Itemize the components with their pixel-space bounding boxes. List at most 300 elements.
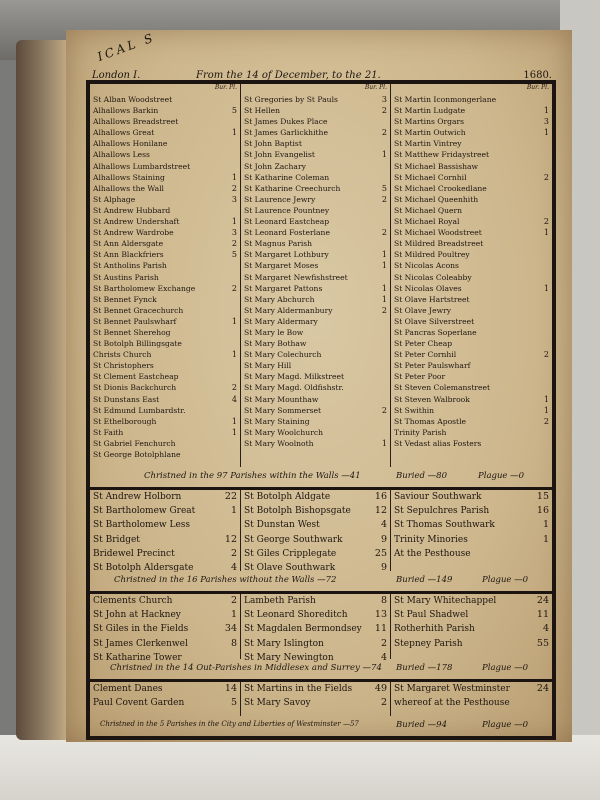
- parish-name: Stepney Parish: [394, 638, 463, 649]
- parish-name: St Laurence Jewry: [244, 194, 316, 204]
- parish-name: St Hellen: [244, 106, 281, 116]
- burial-count: 55: [536, 637, 549, 649]
- parish-name: St Ethelborough: [93, 416, 157, 426]
- table-frame: [86, 80, 556, 740]
- burial-count: 24: [536, 683, 549, 694]
- section-without-walls: [90, 490, 552, 594]
- buried-westminster: Buried —94: [396, 720, 447, 730]
- parish-row: [90, 161, 240, 172]
- parish-row: [241, 371, 390, 382]
- parish-name: St Bennet Fynck: [93, 294, 157, 304]
- parish-name: St Vedast alias Fosters: [394, 438, 482, 448]
- burial-count: 3: [543, 117, 549, 127]
- burial-count: 2: [231, 239, 237, 249]
- parish-row: [391, 696, 552, 710]
- column-header: Bur. Pl.: [364, 84, 387, 91]
- burial-count: 8: [230, 637, 237, 649]
- burial-count: 1: [231, 172, 237, 182]
- burial-count: 2: [543, 350, 549, 360]
- parish-row: [241, 349, 390, 360]
- parish-name: Trinity Parish: [394, 427, 447, 437]
- parish-row: [391, 490, 552, 504]
- parish-name: St Mary Savoy: [244, 698, 311, 709]
- parish-row: [241, 216, 390, 227]
- parish-row: [241, 305, 390, 316]
- parish-row: [391, 205, 552, 216]
- burial-count: 1: [381, 150, 387, 160]
- parish-row: [241, 608, 390, 622]
- parish-row: [90, 205, 240, 216]
- parish-name: St Martin Outwich: [394, 128, 466, 138]
- burial-count: 22: [224, 491, 237, 502]
- parish-name: St Alban Woodstreet: [93, 95, 173, 104]
- parish-row: [241, 94, 390, 105]
- parish-name: St Katharine Tower: [93, 652, 182, 663]
- parish-row: [241, 260, 390, 271]
- parish-name: St Nicolas Acons: [394, 261, 459, 271]
- christned-within: Christned in the 97 Parishes within the Walls —41: [144, 471, 361, 481]
- parish-row: [391, 183, 552, 194]
- burial-count: 12: [374, 505, 387, 517]
- parish-name: Alhallows Honilane: [93, 139, 168, 149]
- parish-row: [391, 249, 552, 260]
- burial-count: 2: [230, 547, 237, 559]
- total-out-parishes: [90, 661, 552, 677]
- header-left: London I.: [92, 70, 141, 81]
- parish-name: Alhallows the Wall: [93, 183, 164, 193]
- parish-row: [90, 427, 240, 438]
- burial-count: 13: [374, 609, 387, 621]
- burial-count: 3: [231, 228, 237, 238]
- parish-row: [241, 533, 390, 547]
- burial-count: 2: [381, 405, 387, 415]
- arched-title-fragment: ICAL S: [95, 30, 158, 64]
- parish-row: [391, 149, 552, 160]
- parish-name: Christs Church: [93, 350, 152, 360]
- parish-name: St Dunstans East: [93, 394, 160, 404]
- parish-row: [90, 216, 240, 227]
- parish-name: St James Garlickhithe: [244, 128, 328, 138]
- parish-name: St Margaret Moses: [244, 261, 319, 271]
- parish-name: St John at Hackney: [93, 610, 181, 621]
- parish-name: St Martin Vintrey: [394, 139, 462, 149]
- parish-name: Bridewel Precinct: [93, 548, 175, 559]
- burial-count: 1: [231, 128, 237, 138]
- burial-count: 1: [230, 609, 237, 621]
- parish-name: St Mary Magd. Oldfishstr.: [244, 383, 344, 393]
- within-col-1: [90, 84, 240, 467]
- parish-name: St Matthew Fridaystreet: [394, 150, 489, 160]
- parish-row: [241, 161, 390, 172]
- plague-within: Plague —0: [478, 471, 525, 481]
- parish-row: [241, 394, 390, 405]
- parish-row: [90, 227, 240, 238]
- christned-westminster: Christned in the 5 Parishes in the City and Liberties of Westminster —57: [100, 720, 359, 728]
- burial-count: 1: [543, 106, 549, 116]
- parish-row: [391, 594, 552, 608]
- burial-count: 2: [543, 416, 549, 426]
- parish-row: [391, 116, 552, 127]
- parish-name: St James Dukes Place: [244, 117, 328, 127]
- parish-name: St Magdalen Bermondsey: [244, 624, 362, 635]
- parish-row: [241, 249, 390, 260]
- burial-count: 2: [543, 172, 549, 182]
- parish-row: [241, 294, 390, 305]
- burial-count: 1: [542, 519, 549, 531]
- parish-row: [241, 504, 390, 518]
- parish-name: St Andrew Wardrobe: [93, 228, 174, 238]
- parish-name: Alhallows Staining: [93, 172, 165, 182]
- burial-count: 1: [231, 416, 237, 426]
- west-col-2: [240, 682, 390, 716]
- parish-name: St Michael Crookedlane: [394, 183, 487, 193]
- parish-name: St Dionis Backchurch: [93, 383, 177, 393]
- parish-name: St Mary Newington: [244, 652, 334, 663]
- within-col-3: [390, 84, 552, 467]
- parish-row: [241, 547, 390, 561]
- parish-name: St Martins Orgars: [394, 117, 465, 127]
- burial-count: 2: [381, 128, 387, 138]
- parish-row: [90, 682, 240, 696]
- parish-row: [391, 161, 552, 172]
- burial-count: 4: [380, 519, 387, 531]
- parish-name: St Pancras Soperlane: [394, 327, 477, 337]
- parish-row: [241, 427, 390, 438]
- parish-row: [90, 518, 240, 532]
- parish-name: St Olave Hartstreet: [394, 294, 470, 304]
- parish-name: St Mary Hill: [244, 361, 292, 371]
- burial-count: 5: [231, 250, 237, 260]
- parish-name: St Katharine Coleman: [244, 172, 330, 182]
- parish-row: [90, 438, 240, 449]
- west-col-3: [390, 682, 552, 716]
- parish-name: Alhallows Breadstreet: [93, 117, 179, 127]
- parish-row: [90, 349, 240, 360]
- parish-name: St Leonard Eastcheap: [244, 217, 330, 227]
- parish-name: St Dunstan West: [244, 520, 320, 531]
- parish-row: [241, 416, 390, 427]
- parish-name: St Mary Sommerset: [244, 405, 322, 415]
- parish-row: [391, 272, 552, 283]
- parish-row: [391, 382, 552, 393]
- parish-name: Trinity Minories: [394, 534, 468, 545]
- burial-count: 2: [381, 106, 387, 116]
- parish-row: [391, 127, 552, 138]
- parish-name: St George Botolphlane: [93, 450, 181, 459]
- parish-name: St Mary Magd. Milkstreet: [244, 372, 345, 382]
- parish-name: St Andrew Holborn: [93, 492, 182, 502]
- parish-row: [391, 371, 552, 382]
- total-within-walls: [90, 469, 552, 485]
- parish-name: Alhallows Barkin: [93, 106, 159, 116]
- parish-name: St Botolph Billingsgate: [93, 339, 182, 349]
- parish-name: St Mildred Poultrey: [394, 250, 470, 260]
- parish-name: St Mary Bothaw: [244, 339, 307, 349]
- section-within-walls: [90, 84, 552, 490]
- parish-row: [90, 105, 240, 116]
- burial-count: 2: [230, 595, 237, 606]
- parish-name: St Mary Woolnoth: [244, 438, 314, 448]
- parish-name: St Bridget: [93, 534, 140, 545]
- without-col-1: [90, 490, 240, 571]
- burial-count: 1: [543, 283, 549, 293]
- burial-count: 1: [381, 438, 387, 448]
- parish-name: Rotherhith Parish: [394, 624, 475, 635]
- parish-name: St Gabriel Fenchurch: [93, 438, 176, 448]
- parish-row: [241, 105, 390, 116]
- parish-row: [391, 622, 552, 636]
- parish-name: St Olave Southwark: [244, 562, 336, 573]
- parish-name: St Edmund Lumbardstr.: [93, 405, 186, 415]
- parish-name: whereof at the Pesthouse: [394, 698, 510, 709]
- west-col-1: [90, 682, 240, 716]
- parish-name: St Nicolas Olaves: [394, 283, 462, 293]
- parish-name: St Ann Aldersgate: [93, 239, 164, 249]
- burial-count: 1: [543, 405, 549, 415]
- burial-count: 4: [231, 394, 237, 404]
- parish-row: [90, 149, 240, 160]
- parish-row: [90, 382, 240, 393]
- parish-row: [241, 138, 390, 149]
- burial-count: 2: [231, 383, 237, 393]
- burial-count: 2: [380, 637, 387, 649]
- parish-name: St Michael Woodstreet: [394, 228, 482, 238]
- parish-row: [90, 238, 240, 249]
- parish-name: St Andrew Hubbard: [93, 205, 171, 215]
- parish-row: [90, 260, 240, 271]
- parish-name: St Steven Colemanstreet: [394, 383, 491, 393]
- parish-row: [391, 260, 552, 271]
- parish-row: [391, 316, 552, 327]
- parish-name: St Nicolas Coleabby: [394, 272, 472, 282]
- parish-row: [391, 238, 552, 249]
- parish-name: St Mary Aldermanbury: [244, 305, 333, 315]
- parish-name: St Alphage: [93, 194, 136, 204]
- burial-count: 1: [231, 427, 237, 437]
- buried-within: Buried —80: [396, 471, 447, 481]
- burial-count: 2: [543, 217, 549, 227]
- parish-name: St Austins Parish: [93, 272, 159, 282]
- plague-westminster: Plague —0: [482, 720, 529, 730]
- book-binding: [16, 40, 70, 740]
- parish-name: St Michael Royal: [394, 217, 460, 227]
- parish-row: [90, 183, 240, 194]
- parish-row: [241, 127, 390, 138]
- parish-name: St Magnus Parish: [244, 239, 313, 249]
- buried-without: Buried —149: [396, 575, 453, 585]
- parish-row: [241, 327, 390, 338]
- parish-row: [90, 249, 240, 260]
- parish-row: [241, 382, 390, 393]
- parish-row: [391, 349, 552, 360]
- parish-row: [391, 360, 552, 371]
- parish-row: [391, 504, 552, 518]
- parish-name: Alhallows Great: [93, 128, 155, 138]
- parish-row: [391, 438, 552, 449]
- parish-row: [90, 316, 240, 327]
- parish-name: Clement Danes: [93, 684, 163, 694]
- parish-row: [241, 149, 390, 160]
- buried-out: Buried —178: [396, 663, 453, 673]
- plague-without: Plague —0: [482, 575, 529, 585]
- parish-row: [241, 637, 390, 651]
- parish-name: St Martin Iconmongerlane: [394, 95, 497, 104]
- parish-name: St Ann Blackfriers: [93, 250, 164, 260]
- parish-name: St Bartholomew Less: [93, 520, 191, 531]
- parish-name: St Swithin: [394, 405, 435, 415]
- parish-name: St Michael Queenhith: [394, 194, 479, 204]
- total-westminster: [90, 718, 552, 734]
- parish-row: [90, 696, 240, 710]
- burial-count: 1: [543, 128, 549, 138]
- parish-row: [241, 172, 390, 183]
- burial-count: 2: [381, 228, 387, 238]
- burial-count: 2: [231, 183, 237, 193]
- parish-name: St Margaret Westminster: [394, 684, 510, 694]
- parish-name: St Bartholomew Great: [93, 506, 196, 517]
- burial-count: 11: [374, 623, 387, 635]
- parish-row: [391, 637, 552, 651]
- parish-name: Alhallows Lumbardstreet: [93, 161, 191, 171]
- burial-count: 3: [231, 194, 237, 204]
- parish-row: [90, 449, 240, 460]
- burial-count: 49: [374, 683, 387, 694]
- parish-row: [241, 490, 390, 504]
- burial-count: 1: [543, 228, 549, 238]
- parish-name: St Margaret Lothbury: [244, 250, 329, 260]
- without-col-3: [390, 490, 552, 571]
- parish-row: [90, 547, 240, 561]
- burial-count: 2: [381, 194, 387, 204]
- burial-count: 2: [231, 283, 237, 293]
- out-col-1: [90, 594, 240, 663]
- burial-count: 8: [380, 595, 387, 606]
- parish-row: [391, 138, 552, 149]
- burial-count: 16: [374, 491, 387, 502]
- burial-count: 1: [543, 394, 549, 404]
- parish-name: St Michael Quern: [394, 205, 463, 215]
- parish-row: [241, 116, 390, 127]
- out-col-3: [390, 594, 552, 659]
- burial-count: 4: [380, 651, 387, 663]
- parish-row: [391, 533, 552, 547]
- parish-row: [90, 504, 240, 518]
- parish-name: St Mary Colechurch: [244, 350, 322, 360]
- burial-count: 2: [381, 305, 387, 315]
- parish-row: [241, 227, 390, 238]
- parish-row: [90, 371, 240, 382]
- parish-row: [391, 427, 552, 438]
- burial-count: 1: [381, 283, 387, 293]
- parish-name: St Bennet Gracechurch: [93, 305, 184, 315]
- parish-name: St Mary Staining: [244, 416, 310, 426]
- parish-name: St Mary Islington: [244, 638, 324, 649]
- parish-row: [241, 238, 390, 249]
- burial-count: 5: [230, 697, 237, 709]
- parish-name: St Martins in the Fields: [244, 684, 353, 694]
- burial-count: 9: [380, 533, 387, 545]
- parish-row: [90, 116, 240, 127]
- parish-name: St Botolph Bishopsgate: [244, 506, 351, 517]
- parish-name: St George Southwark: [244, 534, 343, 545]
- header-date-range: From the 14 of December, to the 21.: [196, 70, 381, 81]
- out-col-2: [240, 594, 390, 663]
- burial-count: 4: [542, 623, 549, 635]
- parish-name: St Michael Cornhil: [394, 172, 467, 182]
- bill-of-mortality-page: [66, 30, 572, 742]
- column-header: Bur. Pl.: [526, 84, 549, 91]
- parish-name: St Olave Silverstreet: [394, 316, 475, 326]
- parish-name: Saviour Southwark: [394, 492, 482, 502]
- parish-row: [241, 518, 390, 532]
- burial-count: 1: [230, 505, 237, 517]
- parish-name: Paul Covent Garden: [93, 698, 185, 709]
- parish-row: [391, 283, 552, 294]
- parish-name: St Bennet Paulswharf: [93, 316, 177, 326]
- parish-row: [391, 682, 552, 696]
- parish-row: [90, 622, 240, 636]
- parish-row: [90, 327, 240, 338]
- parish-row: [90, 594, 240, 608]
- parish-name: St Paul Shadwel: [394, 610, 469, 621]
- parish-row: [391, 305, 552, 316]
- parish-name: St Antholins Parish: [93, 261, 167, 271]
- parish-row: [241, 696, 390, 710]
- burial-count: 5: [381, 183, 387, 193]
- parish-name: St John Evangelist: [244, 150, 315, 160]
- parish-name: St John Zachary: [244, 161, 306, 171]
- parish-name: St Margaret Pattons: [244, 283, 323, 293]
- parish-name: St Thomas Southwark: [394, 520, 495, 531]
- parish-row: [90, 360, 240, 371]
- parish-name: St Sepulchres Parish: [394, 506, 490, 517]
- parish-name: Lambeth Parish: [244, 596, 316, 606]
- parish-name: St Clement Eastcheap: [93, 372, 179, 382]
- parish-name: Clements Church: [93, 596, 173, 606]
- burial-count: 4: [230, 561, 237, 573]
- burial-count: 1: [231, 316, 237, 326]
- parish-row: [391, 216, 552, 227]
- burial-count: 25: [374, 547, 387, 559]
- parish-row: [90, 394, 240, 405]
- burial-count: 1: [381, 250, 387, 260]
- parish-row: [90, 608, 240, 622]
- parish-row: [90, 533, 240, 547]
- parish-name: St Mary Abchurch: [244, 294, 315, 304]
- parish-name: St Steven Walbrook: [394, 394, 470, 404]
- parish-row: [90, 294, 240, 305]
- parish-row: [391, 105, 552, 116]
- parish-name: St Faith: [93, 427, 124, 437]
- parish-row: [391, 294, 552, 305]
- total-without-walls: [90, 573, 552, 589]
- burial-count: 5: [231, 106, 237, 116]
- burial-count: 12: [224, 533, 237, 545]
- cloth-support: [0, 735, 600, 800]
- parish-name: Alhallows Less: [93, 150, 150, 160]
- column-header: Bur. Pl.: [214, 84, 237, 91]
- burial-count: 3: [381, 95, 387, 104]
- parish-row: [241, 360, 390, 371]
- parish-row: [391, 94, 552, 105]
- parish-row: [90, 172, 240, 183]
- parish-row: [391, 405, 552, 416]
- parish-row: [90, 127, 240, 138]
- parish-row: [90, 283, 240, 294]
- parish-row: [241, 405, 390, 416]
- parish-name: St Botolph Aldersgate: [93, 562, 194, 573]
- burial-count: 1: [231, 350, 237, 360]
